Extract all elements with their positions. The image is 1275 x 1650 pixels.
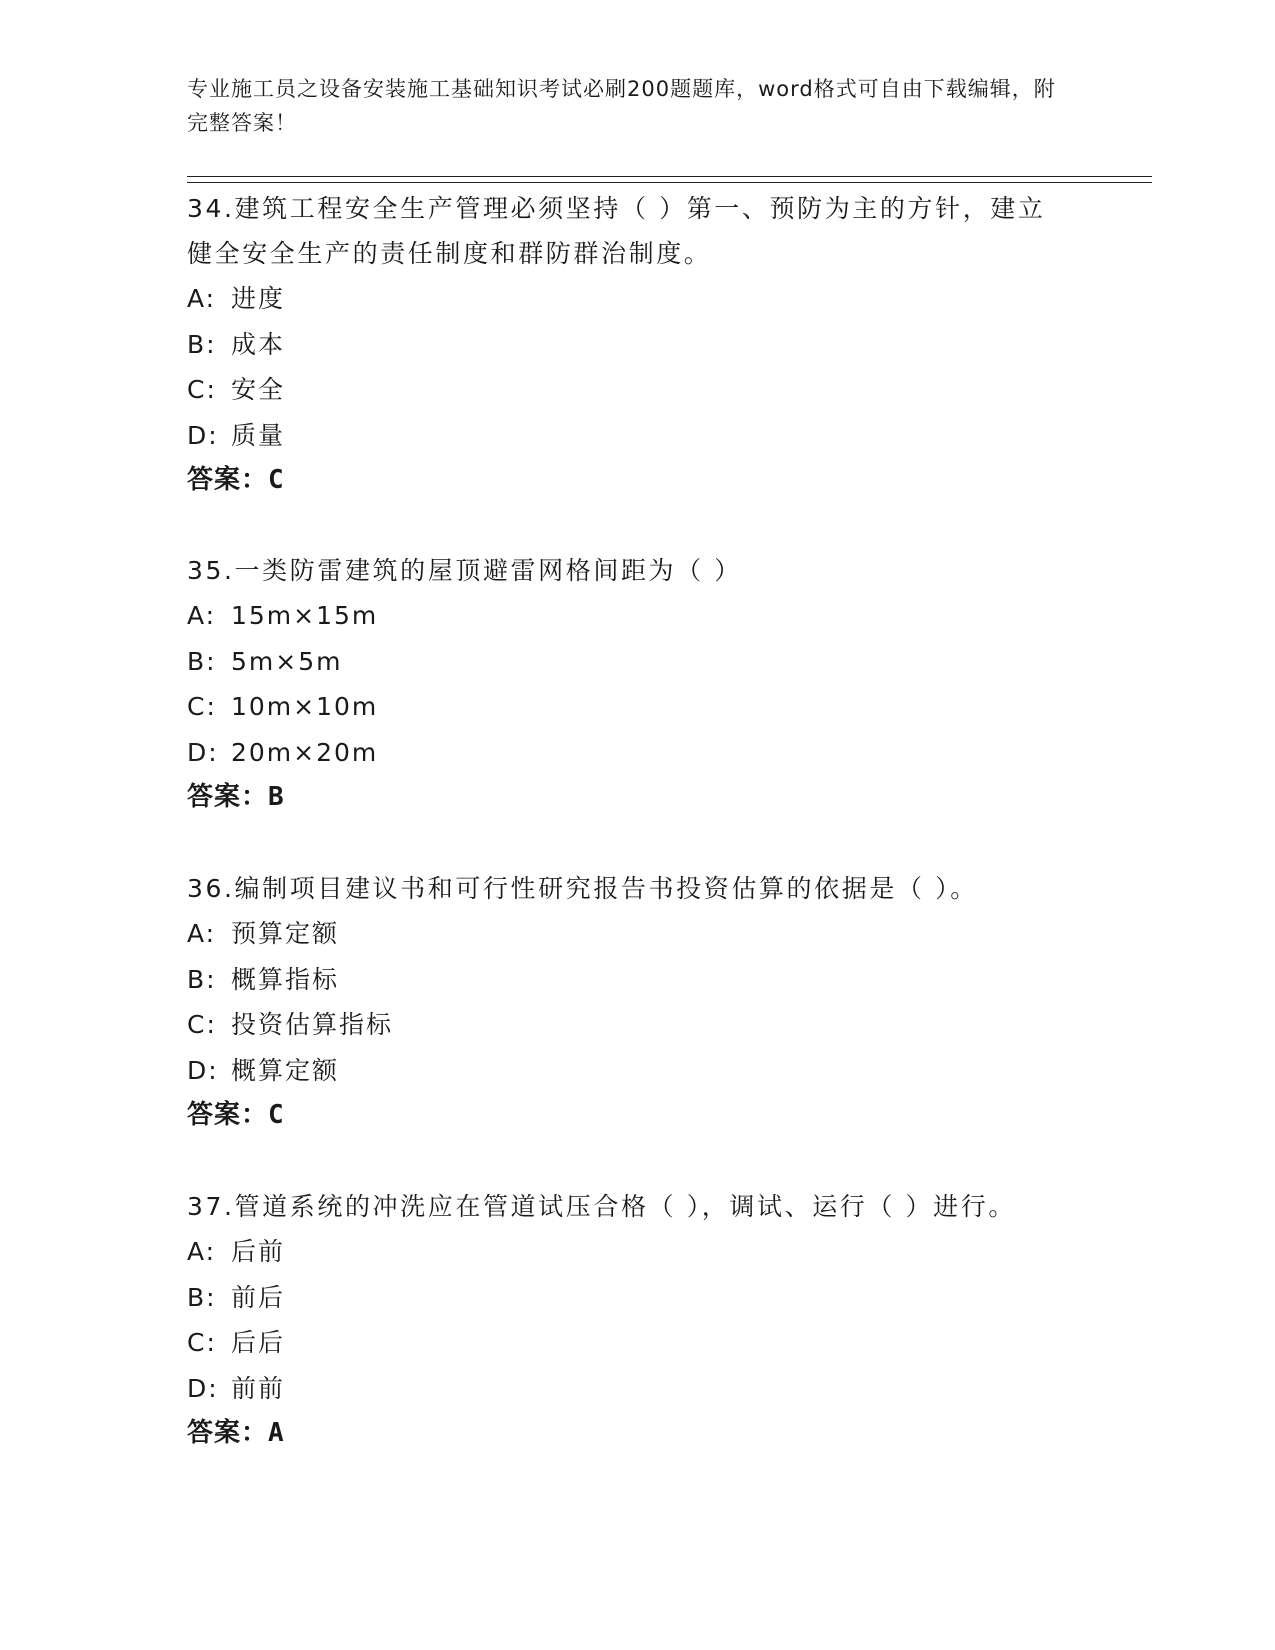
option-c bbox=[187, 1320, 1087, 1366]
option-d bbox=[187, 1366, 1087, 1412]
option-label: C: bbox=[187, 692, 217, 721]
option-label: C: bbox=[187, 375, 217, 404]
option-a bbox=[187, 911, 1087, 957]
option-text: 成本 bbox=[231, 329, 286, 359]
question-stem: 36.编制项目建议书和可行性研究报告书投资估算的依据是（ ）。 bbox=[187, 874, 978, 903]
option-label: B: bbox=[187, 329, 217, 359]
option-a bbox=[187, 276, 1087, 322]
option-label: D: bbox=[187, 1055, 219, 1085]
option-b bbox=[187, 322, 1087, 368]
option-text: 安全 bbox=[231, 375, 286, 404]
answer-value: C bbox=[268, 465, 285, 495]
option-text: 概算指标 bbox=[231, 964, 340, 994]
option-label: D: bbox=[187, 1373, 219, 1403]
answer-line bbox=[187, 775, 1087, 820]
option-label: C: bbox=[187, 1010, 217, 1039]
answer-label: 答案： bbox=[187, 465, 269, 495]
option-d bbox=[187, 1048, 1087, 1094]
option-label: A: bbox=[187, 1237, 217, 1266]
option-label: C: bbox=[187, 1328, 217, 1357]
option-label: D: bbox=[187, 420, 219, 450]
option-label: B: bbox=[187, 1282, 217, 1312]
question-35 bbox=[187, 548, 1087, 820]
option-a bbox=[187, 593, 1087, 639]
option-c bbox=[187, 367, 1087, 413]
option-label: A: bbox=[187, 284, 217, 313]
option-b bbox=[187, 1275, 1087, 1321]
option-text: 质量 bbox=[231, 420, 286, 450]
option-text: 10m×10m bbox=[231, 692, 379, 721]
answer-label: 答案： bbox=[187, 782, 269, 812]
answer-line bbox=[187, 458, 1087, 503]
answer-label: 答案： bbox=[187, 1418, 269, 1448]
answer-value: A bbox=[268, 1418, 285, 1448]
option-text: 投资估算指标 bbox=[231, 1010, 394, 1039]
option-text: 前前 bbox=[231, 1373, 286, 1403]
question-34 bbox=[187, 186, 1087, 503]
question-stem: 34.建筑工程安全生产管理必须坚持（ ）第一、预防为主的方针，建立健全安全生产的责任制度和群防群治制度。 bbox=[187, 194, 1046, 268]
answer-value: C bbox=[268, 1100, 285, 1130]
option-text: 概算定额 bbox=[231, 1055, 340, 1085]
option-label: D: bbox=[187, 737, 219, 767]
answer-label: 答案： bbox=[187, 1100, 269, 1130]
document-header: 专业施工员之设备安装施工基础知识考试必刷200题题库，word格式可自由下载编辑，附完整答案！ bbox=[187, 77, 1056, 135]
question-stem: 35.一类防雷建筑的屋顶避雷网格间距为（ ） bbox=[187, 556, 742, 585]
option-d bbox=[187, 730, 1087, 776]
answer-line bbox=[187, 1411, 1087, 1456]
question-36 bbox=[187, 866, 1087, 1138]
header-divider-top bbox=[187, 176, 1152, 177]
answer-line bbox=[187, 1093, 1087, 1138]
option-text: 15m×15m bbox=[231, 601, 379, 630]
option-c bbox=[187, 684, 1087, 730]
option-d bbox=[187, 413, 1087, 459]
option-label: A: bbox=[187, 919, 217, 948]
question-stem: 37.管道系统的冲洗应在管道试压合格（ ），调试、运行（ ）进行。 bbox=[187, 1192, 1016, 1221]
answer-value: B bbox=[268, 782, 285, 812]
option-text: 预算定额 bbox=[231, 919, 340, 948]
option-a bbox=[187, 1229, 1087, 1275]
option-text: 进度 bbox=[231, 284, 286, 313]
option-text: 后后 bbox=[231, 1328, 286, 1357]
header-divider-bottom bbox=[187, 182, 1152, 183]
option-b bbox=[187, 639, 1087, 685]
option-text: 后前 bbox=[231, 1237, 286, 1266]
option-label: B: bbox=[187, 964, 217, 994]
option-b bbox=[187, 957, 1087, 1003]
option-text: 5m×5m bbox=[231, 646, 343, 676]
option-text: 20m×20m bbox=[231, 737, 379, 767]
option-label: A: bbox=[187, 601, 217, 630]
option-label: B: bbox=[187, 646, 217, 676]
option-c bbox=[187, 1002, 1087, 1048]
option-text: 前后 bbox=[231, 1282, 286, 1312]
question-37 bbox=[187, 1184, 1087, 1456]
